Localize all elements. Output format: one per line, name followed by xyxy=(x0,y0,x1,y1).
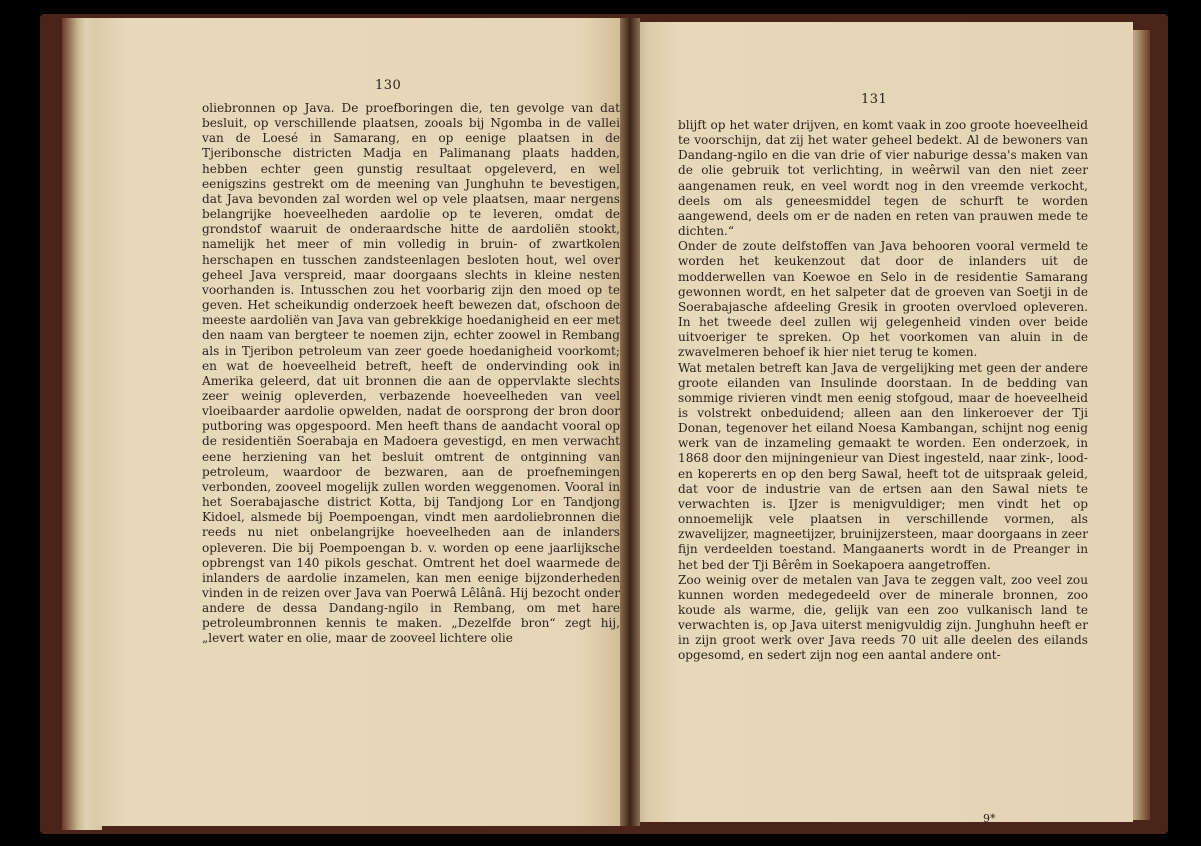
left-page-number: 130 xyxy=(375,78,402,93)
right-page-number: 131 xyxy=(861,92,888,107)
left-page-text: oliebronnen op Java. De proefboringen die, ten gevolge van dat besluit, op verschillende plaatsen, zooals bij Ngomba in de vallei van de Loesé in Samarang, en op eenige plaatsen in de Tjeribonsche districten Madja en Palimanang plaats hadden, hebben echter geen gunstig resultaat opgeleverd, en wel eenigszins gestrekt om de meening van Junghuhn te bevestigen, dat Java bevonden zal worden wel op vele plaatsen, maar nergens belangrijke hoeveelheden aardolie op te leveren, omdat de grondstof waaruit de onderaardsche hitte de aardoliën stookt, namelijk het meer of min volledig in bruin- of zwartkolen herschapen en tusschen zandsteenlagen besloten hout, wel over geheel Java verspreid, maar doorgaans slechts in kleine nesten voorhanden is. Intusschen zou het voorbarig zijn den moed op te geven. Het scheikundig onderzoek heeft bewezen dat, ofschoon de meeste aardoliën van Java van gebrekkige hoedanigheid en eer met den naam van bergteer te noemen zijn, echter zoowel in Rembang als in Tjeribon petroleum van zeer goede hoedanigheid voorkomt; en wat de hoeveelheid betreft, heeft de ondervinding ook in Amerika geleerd, dat uit bronnen die aan de oppervlakte slechts zeer weinig opleverden, verbazende hoeveelheden van veel vloeibaarder aardolie opwelden, nadat de oorsprong der bron door putboring was opgespoord. Men heeft thans de aandacht vooral op de residentiën Soerabaja en Madoera gevestigd, en men verwacht eene herziening van het besluit omtrent de ontginning van petroleum, waardoor de bezwaren, aan de proefnemingen verbonden, zooveel mogelijk zullen worden weggenomen. Vooral in het Soerabajasche district Kotta, bij Tandjong Lor en Tandjong Kidoel, alsmede bij Poempoengan, vindt men aardoliebronnen die reeds nu niet onbelangrijke hoeveelheden aan de inlanders opleveren. Die bij Poempoengan b. v. worden op eene jaarlijksche opbrengst van 140 pikols geschat. Omtrent het doel waarmede de inlanders de aardolie inzamelen, kan men eenige bijzonderheden vinden in de reizen over Java van Poerwâ Lêlânâ. Hij bezocht onder andere de dessa Dandang-ngilo in Rembang, om met hare petroleumbronnen kennis te maken. „Dezelfde bron“ zegt hij, „levert water en olie, maar de zooveel lichtere olie xyxy=(202,101,620,646)
right-page xyxy=(628,22,1133,825)
right-page-text: blijft op het water drijven, en komt vaak in zoo groote hoeveelheid te voorschijn, dat zij het water geheel bedekt. Al de bewoners van Dandang-ngilo en die van drie of vier naburige dessa's maken van de olie gebruik tot verlichting, in weêrwil van den niet zeer aangenamen reuk, en veel wordt nog in den vreemde verkocht, deels om als geneesmiddel tegen de schurft te worden aangewend, deels om er de naden en reten van prauwen mede te dichten.“ Onder de zoute delfstoffen van Java behooren vooral vermeld te worden het keukenzout dat door de inlanders uit de modderwellen van Koewoe en Selo in de residentie Samarang gewonnen wordt, en het salpeter dat de groeven van Soetji in de Soerabajasche afdeeling Gresik in grooten overvloed opleveren. In het tweede deel zullen wij gelegenheid vinden over beide uitvoeriger te spreken. Op het voorkomen van aluin in de zwavelmeren behoef ik hier niet terug te komen. Wat metalen betreft kan Java de vergelijking met geen der andere groote eilanden van Insulinde doorstaan. In de bedding van sommige rivieren vindt men eenig stofgoud, maar de hoeveelheid is volstrekt onbeduidend; alleen aan den linkeroever der Tji Donan, tegenover het eiland Noesa Kambangan, schijnt nog eenig werk van de inzameling gemaakt te worden. Een onderzoek, in 1868 door den mijningenieur van Diest ingesteld, naar zink-, lood- en kopererts en op den berg Sawal, heeft tot de uitspraak geleid, dat voor de industrie van de ertsen aan den Sawal niets te verwachten is. IJzer is menigvuldiger; men vindt het op onnoemelijk vele plaatsen in verschillende vormen, als zwavelijzer, magneetijzer, bruinijzersteen, maar doorgaans in zeer fijn verdeelden toestand. Mangaanerts wordt in de Preanger in het bed der Tji Bêrêm in Soekapoera aangetroffen. Zoo weinig over de metalen van Java te zeggen valt, zoo veel zou kunnen worden medegedeeld over de minerale bronnen, zoo koude als warme, die, gelijk van een zoo vulkanisch land te verwachten is, op Java uiterst menigvuldig zijn. Junghuhn heeft er in zijn groot werk over Java reeds 70 uit alle deelen des eilands opgesomd, en sedert zijn nog een aantal andere ont- xyxy=(678,118,1088,663)
signature-mark: 9* xyxy=(983,812,996,825)
left-page xyxy=(95,18,635,826)
book-gutter xyxy=(620,18,640,826)
